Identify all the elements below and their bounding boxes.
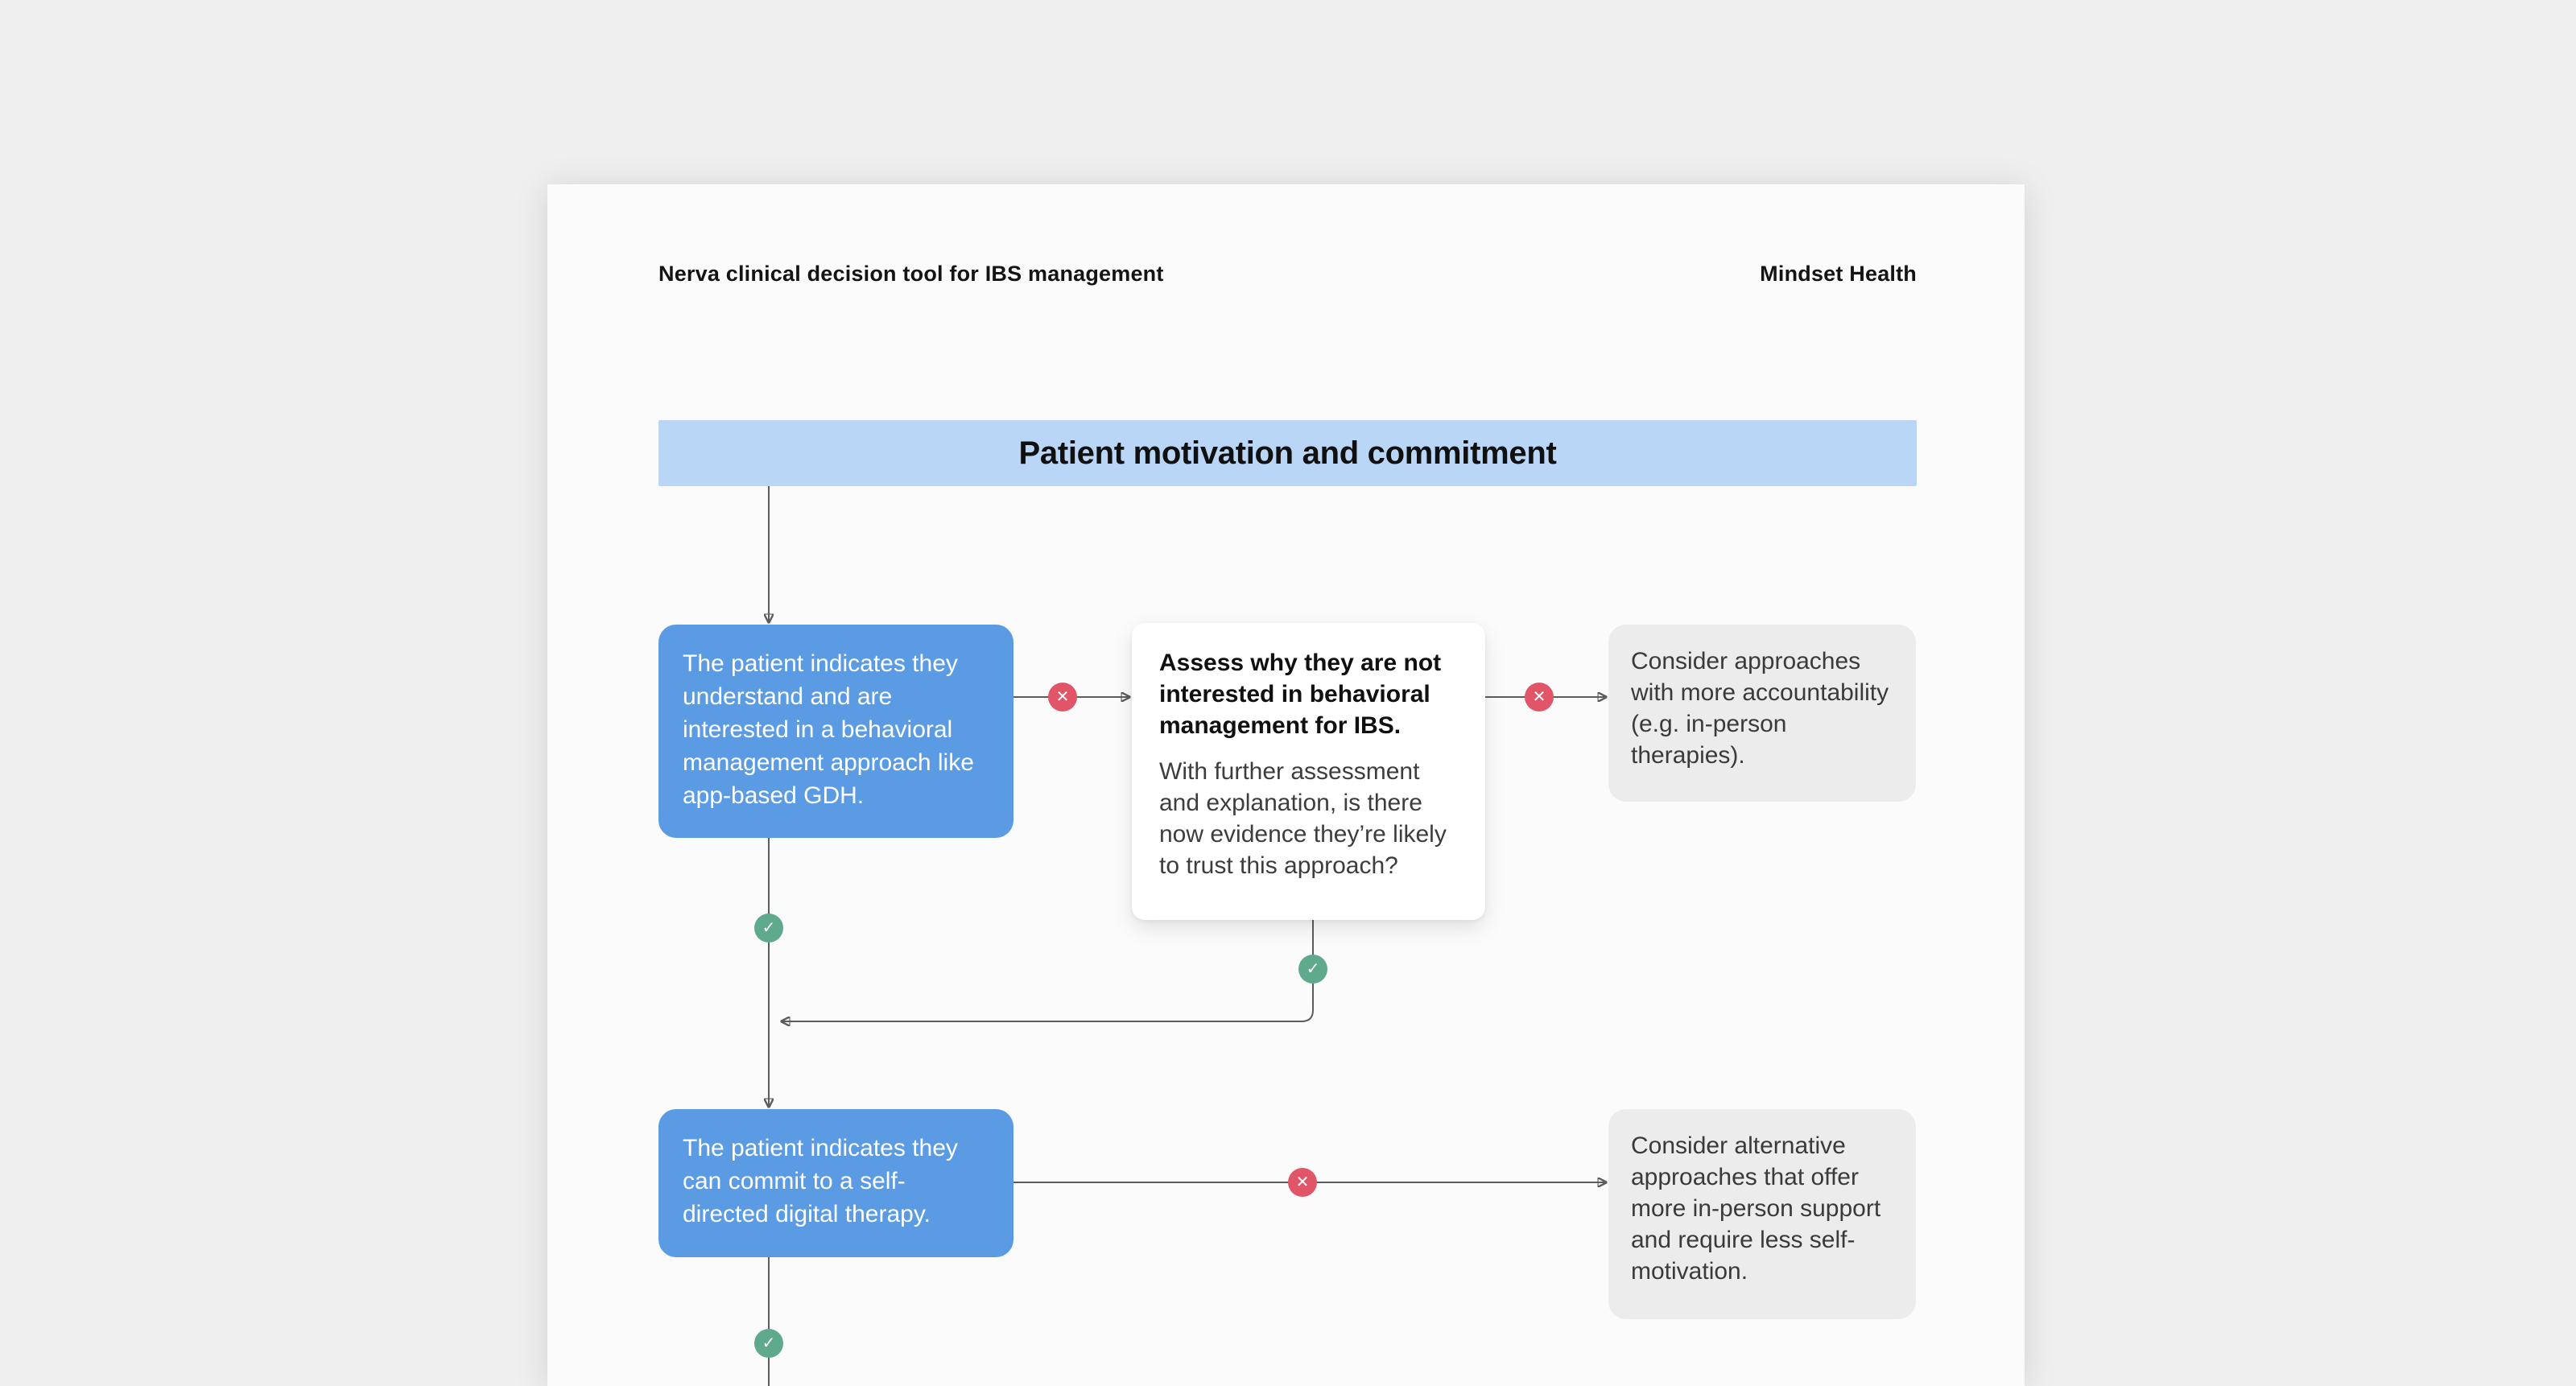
step1-node bbox=[658, 625, 1013, 838]
yes-icon bbox=[754, 914, 783, 943]
outcome-accountability-text: Consider approaches with more accountability (e.g. in-person therapies). bbox=[1631, 648, 1889, 769]
no-icon bbox=[1288, 1168, 1317, 1197]
no-glyph: ✕ bbox=[1295, 1174, 1310, 1191]
assess-title: Assess why they are not interested in behavioral management for IBS. bbox=[1159, 650, 1442, 739]
no-icon bbox=[1048, 683, 1077, 712]
yes-glyph: ✓ bbox=[1306, 960, 1320, 978]
step2-node bbox=[658, 1109, 1013, 1257]
yes-glyph: ✓ bbox=[762, 1334, 776, 1352]
assess-body: With further assessment and explanation, is there now evidence they’re likely to trust this approach? bbox=[1159, 758, 1447, 879]
section-banner bbox=[658, 420, 1917, 486]
step2-text: The patient indicates they can commit to a self-directed digital therapy. bbox=[683, 1135, 958, 1227]
no-icon bbox=[1525, 683, 1554, 712]
document-page bbox=[547, 184, 2025, 1386]
document-title: Nerva clinical decision tool for IBS management bbox=[658, 262, 1164, 286]
yes-icon bbox=[754, 1329, 783, 1358]
outcome-accountability-node bbox=[1608, 625, 1916, 802]
step1-text: The patient indicates they understand and are interested in a behavioral management approach like app-based GDH. bbox=[683, 650, 974, 809]
connector-assess-merge bbox=[782, 920, 1313, 1021]
outcome-alternative-node bbox=[1608, 1109, 1916, 1319]
brand-wordmark: Mindset Health bbox=[1760, 262, 1917, 286]
section-title: Patient motivation and commitment bbox=[1018, 435, 1557, 471]
yes-glyph: ✓ bbox=[762, 919, 776, 937]
yes-icon bbox=[1298, 955, 1327, 984]
no-glyph: ✕ bbox=[1055, 688, 1070, 706]
assess-card bbox=[1132, 623, 1485, 920]
no-glyph: ✕ bbox=[1532, 688, 1546, 706]
outcome-alternative-text: Consider alternative approaches that offer more in-person support and require less self-motivation. bbox=[1631, 1132, 1881, 1285]
